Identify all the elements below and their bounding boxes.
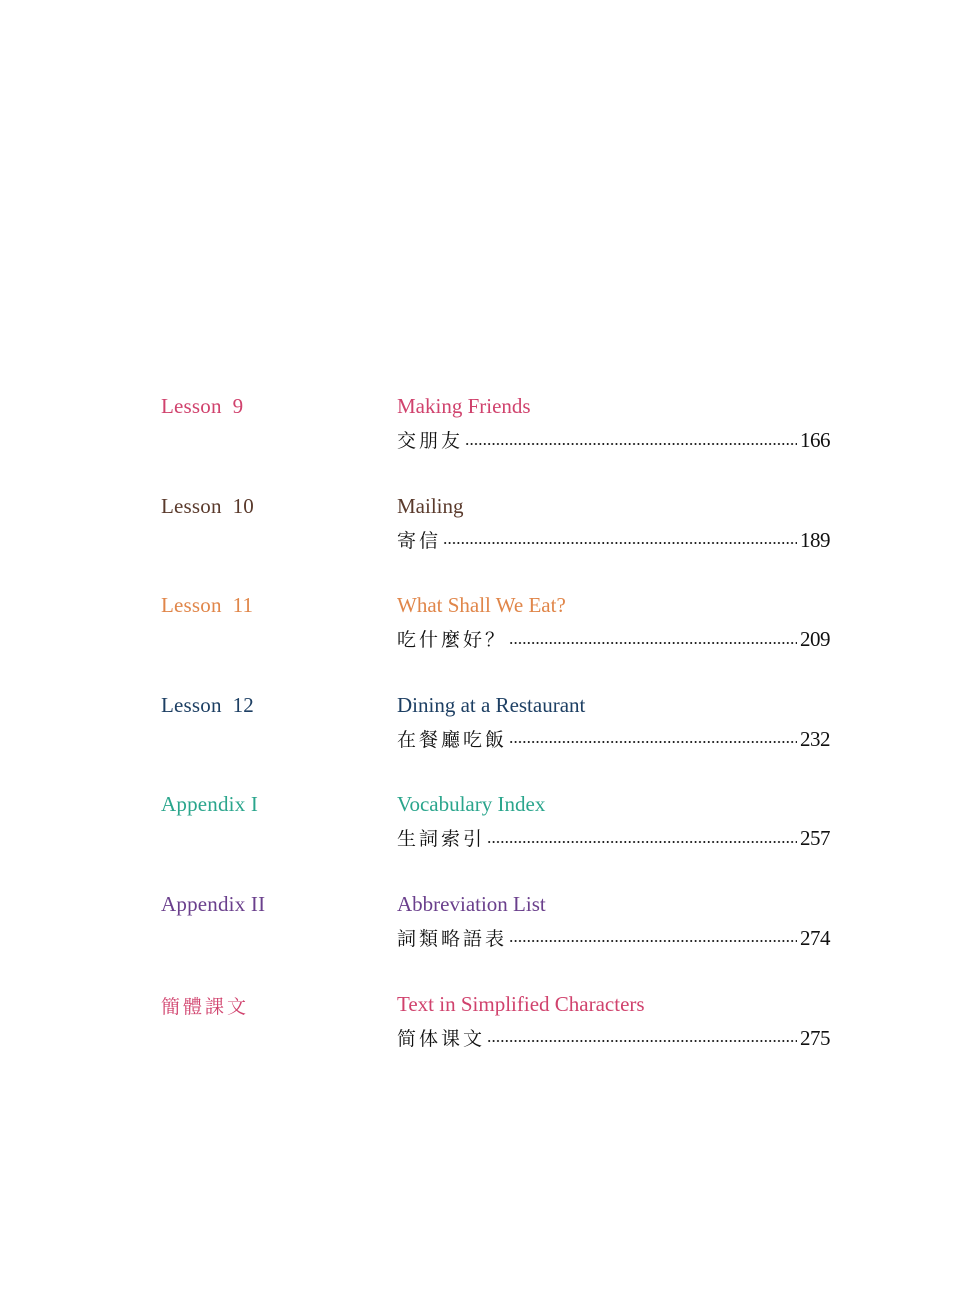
toc-entry-lesson-9 xyxy=(0,390,960,490)
entry-chinese-title: 交朋友 xyxy=(397,430,464,452)
page-number: 232 xyxy=(800,726,830,751)
entry-label: Lesson 11 xyxy=(161,593,254,618)
page-number: 166 xyxy=(800,428,830,452)
entry-label: Lesson 9 xyxy=(161,394,244,418)
table-of-contents xyxy=(0,390,960,1087)
entry-chinese-title: 生詞索引 xyxy=(397,828,486,851)
dot-leader xyxy=(465,443,797,445)
entry-chinese-title: 简体课文 xyxy=(397,1027,486,1050)
page-number: 257 xyxy=(800,826,830,851)
entry-leader-line xyxy=(397,725,830,752)
entry-label: Lesson 10 xyxy=(161,493,254,518)
entry-leader-line xyxy=(397,426,830,453)
page-number: 274 xyxy=(800,925,830,950)
entry-chinese-title: 吃什麼好？ xyxy=(397,629,508,652)
dot-leader xyxy=(509,642,797,644)
dot-leader xyxy=(487,841,797,843)
entry-chinese-title: 寄信 xyxy=(397,529,442,552)
entry-label: 簡體課文 xyxy=(161,995,250,1018)
dot-leader xyxy=(509,741,797,743)
toc-entry-lesson-10 xyxy=(0,490,960,590)
page-number: 189 xyxy=(800,527,830,552)
entry-leader-line xyxy=(397,824,830,851)
toc-entry-lesson-12 xyxy=(0,689,960,789)
entry-leader-line xyxy=(397,625,830,652)
entry-title: What Shall We Eat? xyxy=(397,593,566,618)
entry-title: Mailing xyxy=(397,493,464,518)
entry-title: Text in Simplified Characters xyxy=(397,991,645,1016)
entry-leader-line xyxy=(397,924,830,951)
page-number: 275 xyxy=(800,1025,830,1050)
toc-entry-simplified-text xyxy=(0,988,960,1088)
toc-entry-appendix-2 xyxy=(0,888,960,988)
entry-title: Vocabulary Index xyxy=(397,792,546,817)
entry-chinese-title: 詞類略語表 xyxy=(397,927,508,950)
dot-leader xyxy=(443,542,797,544)
entry-label: Appendix I xyxy=(161,792,259,817)
dot-leader xyxy=(487,1040,797,1042)
entry-leader-line xyxy=(397,526,830,553)
entry-chinese-title: 在餐廳吃飯 xyxy=(397,728,508,751)
entry-leader-line xyxy=(397,1024,830,1051)
entry-label: Appendix II xyxy=(161,891,266,916)
page-number: 209 xyxy=(800,627,830,652)
entry-title: Making Friends xyxy=(397,394,531,418)
toc-entry-lesson-11 xyxy=(0,589,960,689)
entry-label: Lesson 12 xyxy=(161,692,254,717)
entry-title: Dining at a Restaurant xyxy=(397,692,586,717)
toc-entry-appendix-1 xyxy=(0,788,960,888)
entry-title: Abbreviation List xyxy=(397,891,546,916)
dot-leader xyxy=(509,940,797,942)
